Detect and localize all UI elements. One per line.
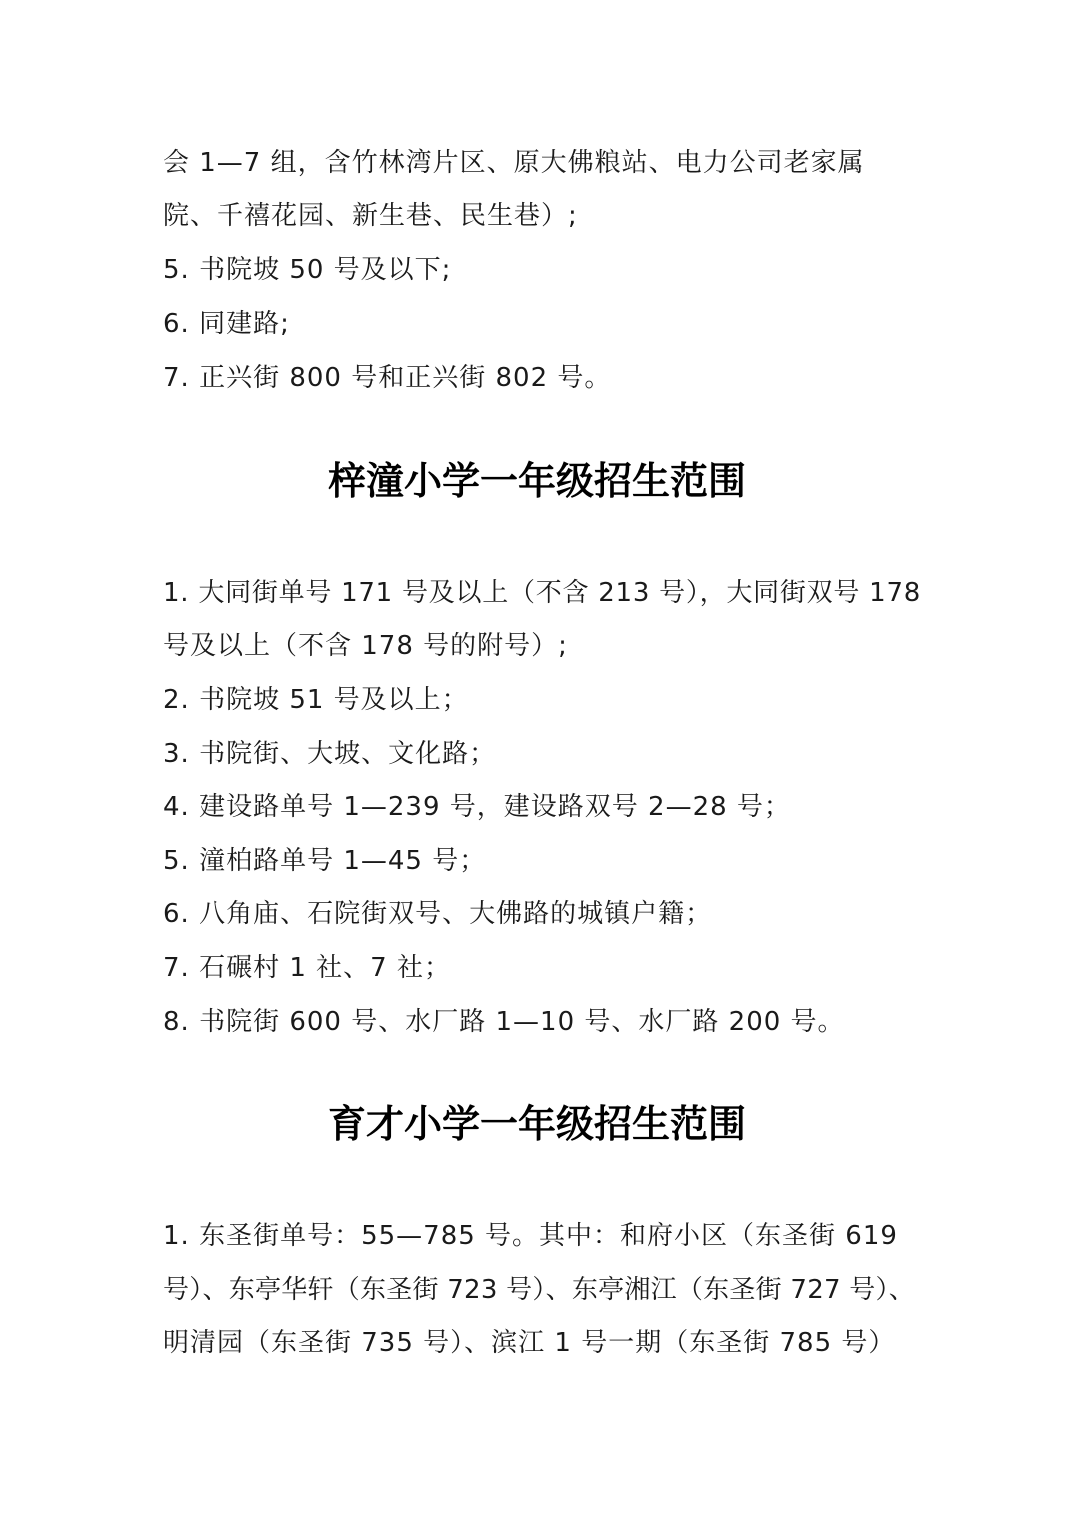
intro-line-2: 院、千禧花园、新生巷、民生巷）; [163,201,578,231]
intro-line-1: 会 1—7 组，含竹林湾片区、原大佛粮站、电力公司老家属 [163,148,865,178]
intro-line-4: 6. 同建路; [163,309,290,339]
ziyi-line-4: 3. 书院街、大坡、文化路； [163,739,497,769]
yucai-line-3: 明清园（东圣街 735 号）、滨江 1 号一期（东圣街 785 号） [163,1328,896,1358]
section-title-ziyi: 梓潼小学一年级招生范围 [327,458,746,503]
ziyi-line-5: 4. 建设路单号 1—239 号，建设路双号 2—28 号； [163,792,791,822]
ziyi-line-9: 8. 书院街 600 号、水厂路 1—10 号、水厂路 200 号。 [163,1007,845,1037]
yucai-line-1: 1. 东圣街单号：55—785 号。其中：和府小区（东圣街 619 [163,1221,898,1251]
ziyi-line-8: 7. 石碾村 1 社、7 社； [163,953,451,983]
ziyi-line-7: 6. 八角庙、石院街双号、大佛路的城镇户籍； [163,899,713,929]
section-title-yucai: 育才小学一年级招生范围 [327,1101,746,1146]
ziyi-line-6: 5. 潼柏路单号 1—45 号； [163,846,487,876]
ziyi-line-3: 2. 书院坡 51 号及以上； [163,685,469,715]
ziyi-line-1: 1. 大同街单号 171 号及以上（不含 213 号），大同街双号 178 [163,578,922,608]
intro-line-3: 5. 书院坡 50 号及以下; [163,255,452,285]
yucai-line-2: 号）、东亭华轩（东圣街 723 号）、东亭湘江（东圣街 727 号）、 [163,1275,916,1305]
ziyi-line-2: 号及以上（不含 178 号的附号）; [163,631,568,661]
intro-line-5: 7. 正兴街 800 号和正兴街 802 号。 [163,363,612,393]
